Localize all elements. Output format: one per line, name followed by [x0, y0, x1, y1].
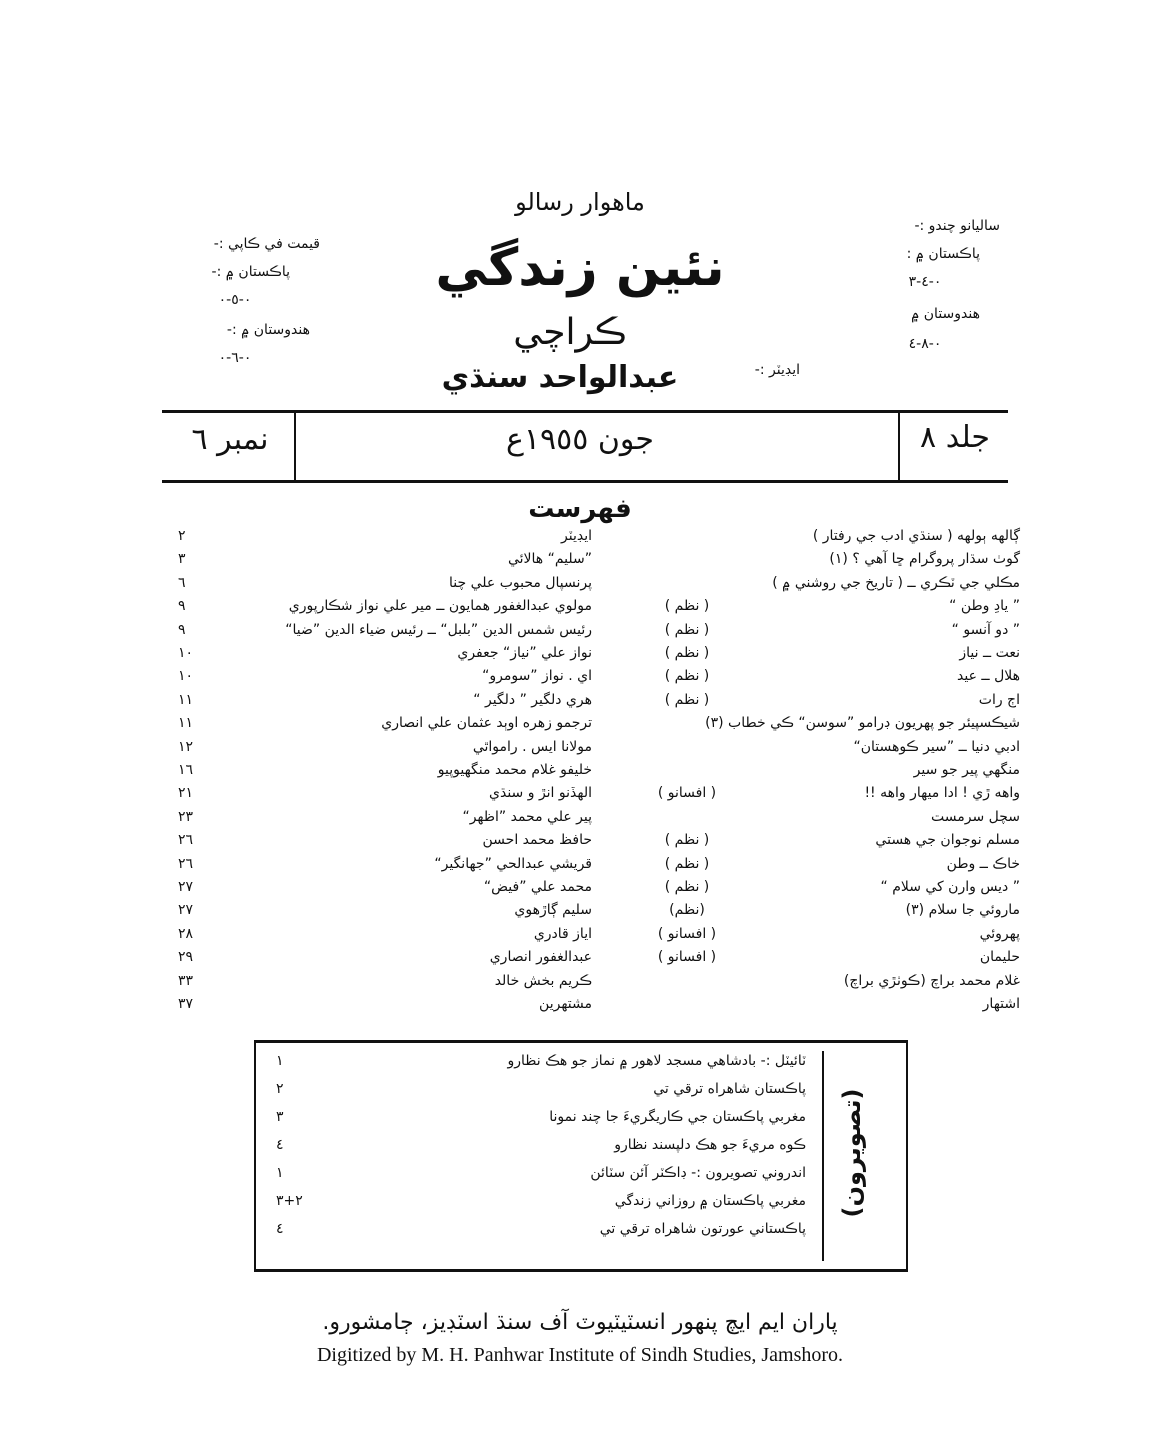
toc-page-number: ٣٣ — [178, 972, 194, 989]
magazine-subtitle: ماهوار رسالو — [515, 188, 645, 216]
toc-page-number: ٢٨ — [178, 925, 194, 942]
toc-author: پرنسپال محبوب علي چنا — [449, 574, 592, 591]
toc-title: حليمان — [979, 949, 1020, 966]
toc-author: قريشي عبدالحي ”جهانگير“ — [434, 855, 592, 872]
toc-row — [160, 528, 1020, 552]
editor-label: ايڊيٽر :- — [754, 362, 800, 378]
toc-author: سليم ڳاڙهوي — [514, 902, 592, 919]
toc-author: اي . نواز ”سومرو“ — [482, 668, 592, 685]
toc-title: منگهي پير جو سير — [913, 762, 1020, 778]
toc-title: غلام محمد براچ (ڪوٺڙي براچ) — [843, 972, 1020, 989]
toc-author: هري دلگير ” دلگير “ — [473, 691, 592, 708]
annual-subscription-pakistan-value: ٠-٤-٣ — [908, 274, 942, 290]
toc-row — [160, 949, 1020, 973]
picture-number: ٤ — [276, 1137, 284, 1153]
toc-row — [160, 879, 1020, 903]
toc-author: محمد علي ”فيض“ — [483, 879, 592, 895]
picture-row — [276, 1081, 806, 1107]
toc-row — [160, 645, 1020, 669]
toc-author: پير علي محمد ”اظهر“ — [462, 808, 592, 825]
toc-title: نعت ــ نياز — [959, 645, 1020, 661]
toc-genre: ( نظم ) — [664, 855, 710, 872]
toc-page-number: ٢٣ — [178, 808, 194, 825]
picture-caption: ٽائيٽل :- بادشاهي مسجد لاهور ۾ نماز جو هڪ نظارو — [507, 1053, 806, 1069]
annual-subscription-india: هندوستان ۾ — [911, 306, 980, 322]
toc-author: حافظ محمد احسن — [482, 832, 592, 849]
magazine-title: نئين زندگي — [435, 238, 725, 298]
picture-row — [276, 1193, 806, 1219]
toc-page-number: ١١ — [178, 691, 194, 708]
toc-author: مولانا ايس . رامواٿي — [472, 738, 592, 755]
toc-title: خاڪ ــ وطن — [946, 855, 1020, 872]
annual-subscription-india-value: ٠-٨-٤ — [908, 336, 942, 352]
toc-title: واهه ڙي ! ادا ميهار واهه !! — [864, 785, 1020, 802]
toc-page-number: ١٠ — [178, 668, 194, 685]
toc-page-number: ٢٩ — [178, 949, 194, 966]
toc-title: هلال ــ عيد — [957, 668, 1020, 685]
issue-number: نمبر ٦ — [191, 422, 269, 457]
toc-row — [160, 551, 1020, 575]
toc-row — [160, 715, 1020, 739]
toc-title: گوٺ سڌار پروگرام ڇا آهي ؟ (١) — [829, 551, 1020, 568]
toc-title: ” دو آنسو “ — [951, 621, 1020, 638]
toc-author: اياز قادري — [533, 925, 592, 942]
toc-author: ايڊيٽر — [561, 528, 592, 544]
picture-number: ٤ — [276, 1221, 284, 1237]
toc-page-number: ١١ — [178, 715, 194, 732]
toc-genre: ( نظم ) — [664, 645, 710, 661]
picture-caption: پاڪستان شاهراه ترقي تي — [653, 1081, 806, 1097]
toc-title: اڄ رات — [978, 691, 1020, 708]
picture-caption: مغربي پاڪستان جي ڪاريگريءَ جا چند نمونا — [549, 1109, 806, 1125]
issue-date: جون ١٩٥٥ع — [506, 422, 654, 457]
band-divider-left — [294, 413, 296, 480]
toc-title: ماروئي جا سلام (٣) — [905, 902, 1020, 919]
toc-row — [160, 926, 1020, 950]
toc-title: ” يادِ وطن “ — [949, 598, 1020, 615]
toc-page-number: ٦ — [178, 574, 186, 591]
toc-row — [160, 575, 1020, 599]
toc-genre: ( نظم ) — [664, 598, 710, 615]
toc-genre: (نظم) — [669, 902, 705, 919]
picture-row — [276, 1109, 806, 1135]
editor-name: عبدالواحد سنڌي — [441, 360, 679, 395]
toc-row — [160, 902, 1020, 926]
toc-author: رئيس شمس الدين ”بلبل“ ــ رئيس ضياء الدين ”ضيا“ — [285, 621, 592, 638]
picture-number: ١ — [276, 1053, 284, 1069]
toc-title: ڳالهه ٻولهه ( سنڌي ادب جي رفتار ) — [812, 528, 1020, 544]
pictures-side-label: (تصويرون) — [838, 1088, 866, 1218]
annual-subscription-label: ساليانو چندو :- — [914, 218, 1000, 234]
toc-row — [160, 785, 1020, 809]
toc-title: شيڪسپيئر جو پهريون ڊرامو ”سوسن“ ڪي خطاب (٣) — [705, 715, 1020, 732]
toc-genre: ( افسانو ) — [657, 925, 717, 942]
toc-genre: ( نظم ) — [664, 832, 710, 849]
toc-row — [160, 598, 1020, 622]
toc-heading: فهرست — [528, 494, 632, 524]
toc-author: ”سليم“ هالائي — [507, 551, 592, 568]
pictures-box — [254, 1040, 908, 1272]
toc-genre: ( نظم ) — [664, 621, 710, 638]
picture-row — [276, 1053, 806, 1079]
band-top-rule — [162, 410, 1008, 413]
toc-row — [160, 832, 1020, 856]
picture-row — [276, 1221, 806, 1247]
footer-english-credit: Digitized by M. H. Panhwar Institute of Sindh Studies, Jamshoro. — [316, 1344, 844, 1366]
toc-row — [160, 668, 1020, 692]
toc-page-number: ٩ — [178, 621, 186, 638]
toc-title: ادبي دنيا ــ ”سير ڪوهستان“ — [853, 738, 1020, 755]
toc-page-number: ١٢ — [178, 738, 194, 755]
toc-author: خليفو غلام محمد منگهيوپيو — [437, 762, 592, 778]
toc-author: ترجمو زهره اوٻد عثمان علي انصاري — [381, 715, 592, 732]
picture-row — [276, 1137, 806, 1163]
toc-row — [160, 692, 1020, 716]
toc-genre: ( افسانو ) — [657, 949, 717, 966]
picture-caption: ڪوه مريءَ جو هڪ دلپسند نظارو — [614, 1137, 806, 1153]
price-per-copy-india-value: ٠-٦-٠ — [218, 350, 252, 366]
picture-caption: پاڪستاني عورتون شاهراه ترقي تي — [599, 1221, 806, 1237]
toc-author: عبدالغفور انصاري — [489, 949, 592, 966]
band-bottom-rule — [162, 480, 1008, 483]
toc-genre: ( نظم ) — [664, 879, 710, 895]
toc-genre: ( نظم ) — [664, 668, 710, 685]
price-per-copy-pakistan: پاڪستان ۾ :- — [211, 264, 290, 280]
price-per-copy-india: هندوستان ۾ :- — [226, 322, 310, 338]
pictures-box-divider — [822, 1051, 824, 1261]
toc-author: ڪريم بخش خالد — [494, 972, 592, 989]
toc-author: نواز علي ”نياز“ جعفري — [457, 645, 592, 661]
toc-page-number: ٣٧ — [178, 996, 194, 1012]
toc-title: پهروئي — [979, 925, 1020, 942]
band-divider-right — [898, 413, 900, 480]
toc-genre: ( نظم ) — [664, 691, 710, 708]
picture-number: ٢+٣ — [276, 1193, 303, 1209]
toc-author: مولوي عبدالغفور همايون ــ مير علي نواز شڪارپوري — [288, 598, 592, 615]
picture-row — [276, 1165, 806, 1191]
toc-title: ” ديس وارن کي سلام “ — [880, 879, 1020, 895]
toc-row — [160, 996, 1020, 1020]
toc-title: اشتهار — [982, 996, 1020, 1012]
toc-title: سچل سرمست — [930, 808, 1020, 825]
toc-row — [160, 856, 1020, 880]
toc-author: مشتهرين — [539, 996, 592, 1012]
toc-title: مسلم نوجوان جي هستي — [875, 832, 1020, 849]
toc-page-number: ٩ — [178, 598, 186, 615]
picture-caption: اندروني تصويرون :- ڊاڪٽر آئن سٽائن — [590, 1165, 806, 1181]
toc-page-number: ٢٦ — [178, 855, 194, 872]
toc-author: الهڏنو انڙ و سنڌي — [489, 785, 592, 802]
toc-genre: ( افسانو ) — [657, 785, 717, 802]
issue-volume: جلد ٨ — [920, 420, 990, 455]
toc-page-number: ٢١ — [178, 785, 194, 802]
toc-page-number: ٣ — [178, 551, 186, 568]
price-per-copy-label: قيمت في ڪاپي :- — [213, 236, 320, 252]
toc-page-number: ١٦ — [178, 762, 194, 778]
toc-title: مڪلي جي ٽڪري ــ ( تاريخ جي روشني ۾ ) — [772, 574, 1020, 591]
picture-number: ٢ — [276, 1081, 284, 1097]
toc-page-number: ٢٧ — [178, 879, 194, 895]
picture-number: ١ — [276, 1165, 284, 1181]
toc-page-number: ٢٦ — [178, 832, 194, 849]
toc-row — [160, 809, 1020, 833]
picture-number: ٣ — [276, 1109, 284, 1125]
toc-row — [160, 622, 1020, 646]
toc-page-number: ٢ — [178, 528, 186, 544]
footer-sindhi-credit: پاران ايم ايچ پنهور انسٽيٽيوٽ آف سنڌ اسٽڊيز، ڄامشورو. — [322, 1310, 838, 1335]
magazine-city: ڪراچي — [513, 312, 627, 353]
toc-row — [160, 739, 1020, 763]
toc-page-number: ٢٧ — [178, 902, 194, 919]
picture-caption: مغربي پاڪستان ۾ روزاني زندگي — [614, 1193, 806, 1209]
price-per-copy-pakistan-value: ٠-٥-٠ — [218, 292, 252, 308]
toc-page-number: ١٠ — [178, 645, 194, 661]
toc-row — [160, 973, 1020, 997]
annual-subscription-pakistan: پاڪستان ۾ : — [906, 246, 980, 262]
toc-row — [160, 762, 1020, 786]
